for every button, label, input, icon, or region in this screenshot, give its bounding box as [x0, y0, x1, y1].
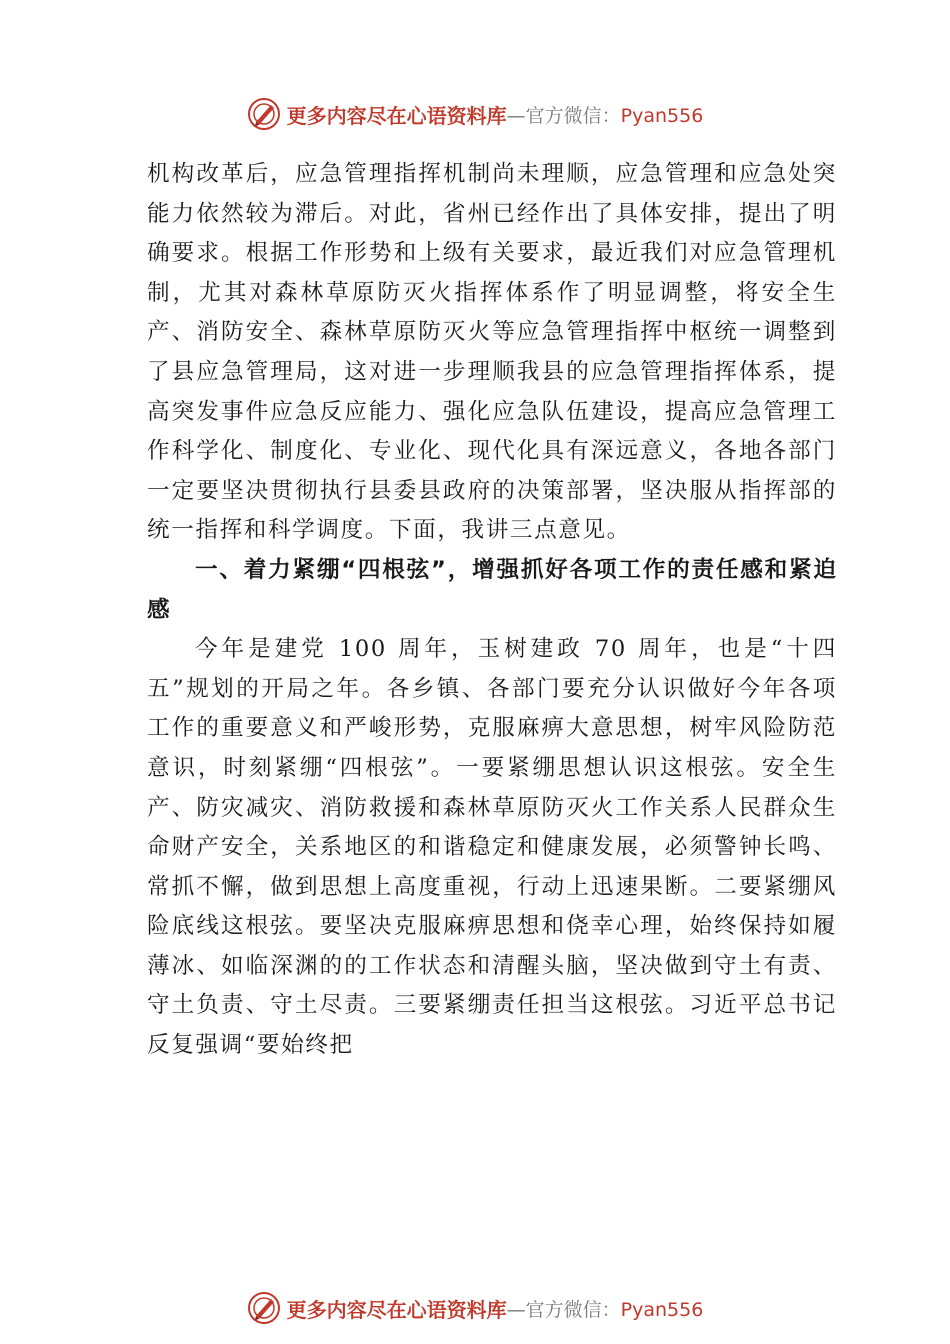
pen-logo-icon [247, 1291, 281, 1325]
document-body [147, 155, 837, 1066]
header-banner [0, 94, 950, 134]
footer-wechat-label: —官方微信： [506, 1298, 621, 1321]
section-heading-1: 一、着力紧绷“四根弦”，增强抓好各项工作的责任感和紧迫感 [147, 556, 837, 623]
pen-logo-icon [247, 97, 281, 131]
paragraph-2: 今年是建党 100 周年，玉树建政 70 周年，也是“十四五”规划的开局之年。各乡镇、各部门要充分认识做好今年各项工作的重要意义和严峻形势，克服麻痹大意思想，树牢风险防范意识，时刻紧绷“四根弦”。一要紧绷思想认识这根弦。安全生产、防灾减灾、消防救援和森林草原防灭火工作关系人民群众生命财产安全，关系地区的和谐稳定和健康发展，必须警钟长鸣、常抓不懈，做到思想上高度重视，行动上迅速果断。二要紧绷风险底线这根弦。要坚决克服麻痹思想和侥幸心理，始终保持如履薄冰、如临深渊的的工作状态和清醒头脑，坚决做到守土有责、守土负责、守土尽责。三要紧绷责任担当这根弦。习近平总书记反复强调“要始终把 [147, 636, 837, 1059]
paragraph-1: 机构改革后，应急管理指挥机制尚未理顺，应急管理和应急处突能力依然较为滞后。对此，省州已经作出了具体安排，提出了明确要求。根据工作形势和上级有关要求，最近我们对应急管理机制，尤其对森林草原防灭火指挥体系作了明显调整，将安全生产、消防安全、森林草原防灭火等应急管理指挥中枢统一调整到了县应急管理局，这对进一步理顺我县的应急管理指挥体系，提高突发事件应急反应能力、强化应急队伍建设，提高应急管理工作科学化、制度化、专业化、现代化具有深远意义，各地各部门一定要坚决贯彻执行县委县政府的决策部署，坚决服从指挥部的统一指挥和科学调度。下面，我讲三点意见。 [147, 161, 837, 544]
header-site-name: 更多内容尽在心语资料库 [286, 103, 507, 128]
footer-banner [0, 1288, 950, 1328]
header-wechat [507, 101, 704, 128]
footer-wechat [507, 1295, 704, 1322]
footer-site-name: 更多内容尽在心语资料库 [286, 1297, 507, 1322]
header-wechat-label: —官方微信： [506, 104, 621, 127]
header-wechat-id: Pyan556 [620, 104, 704, 127]
footer-wechat-id: Pyan556 [620, 1298, 704, 1321]
